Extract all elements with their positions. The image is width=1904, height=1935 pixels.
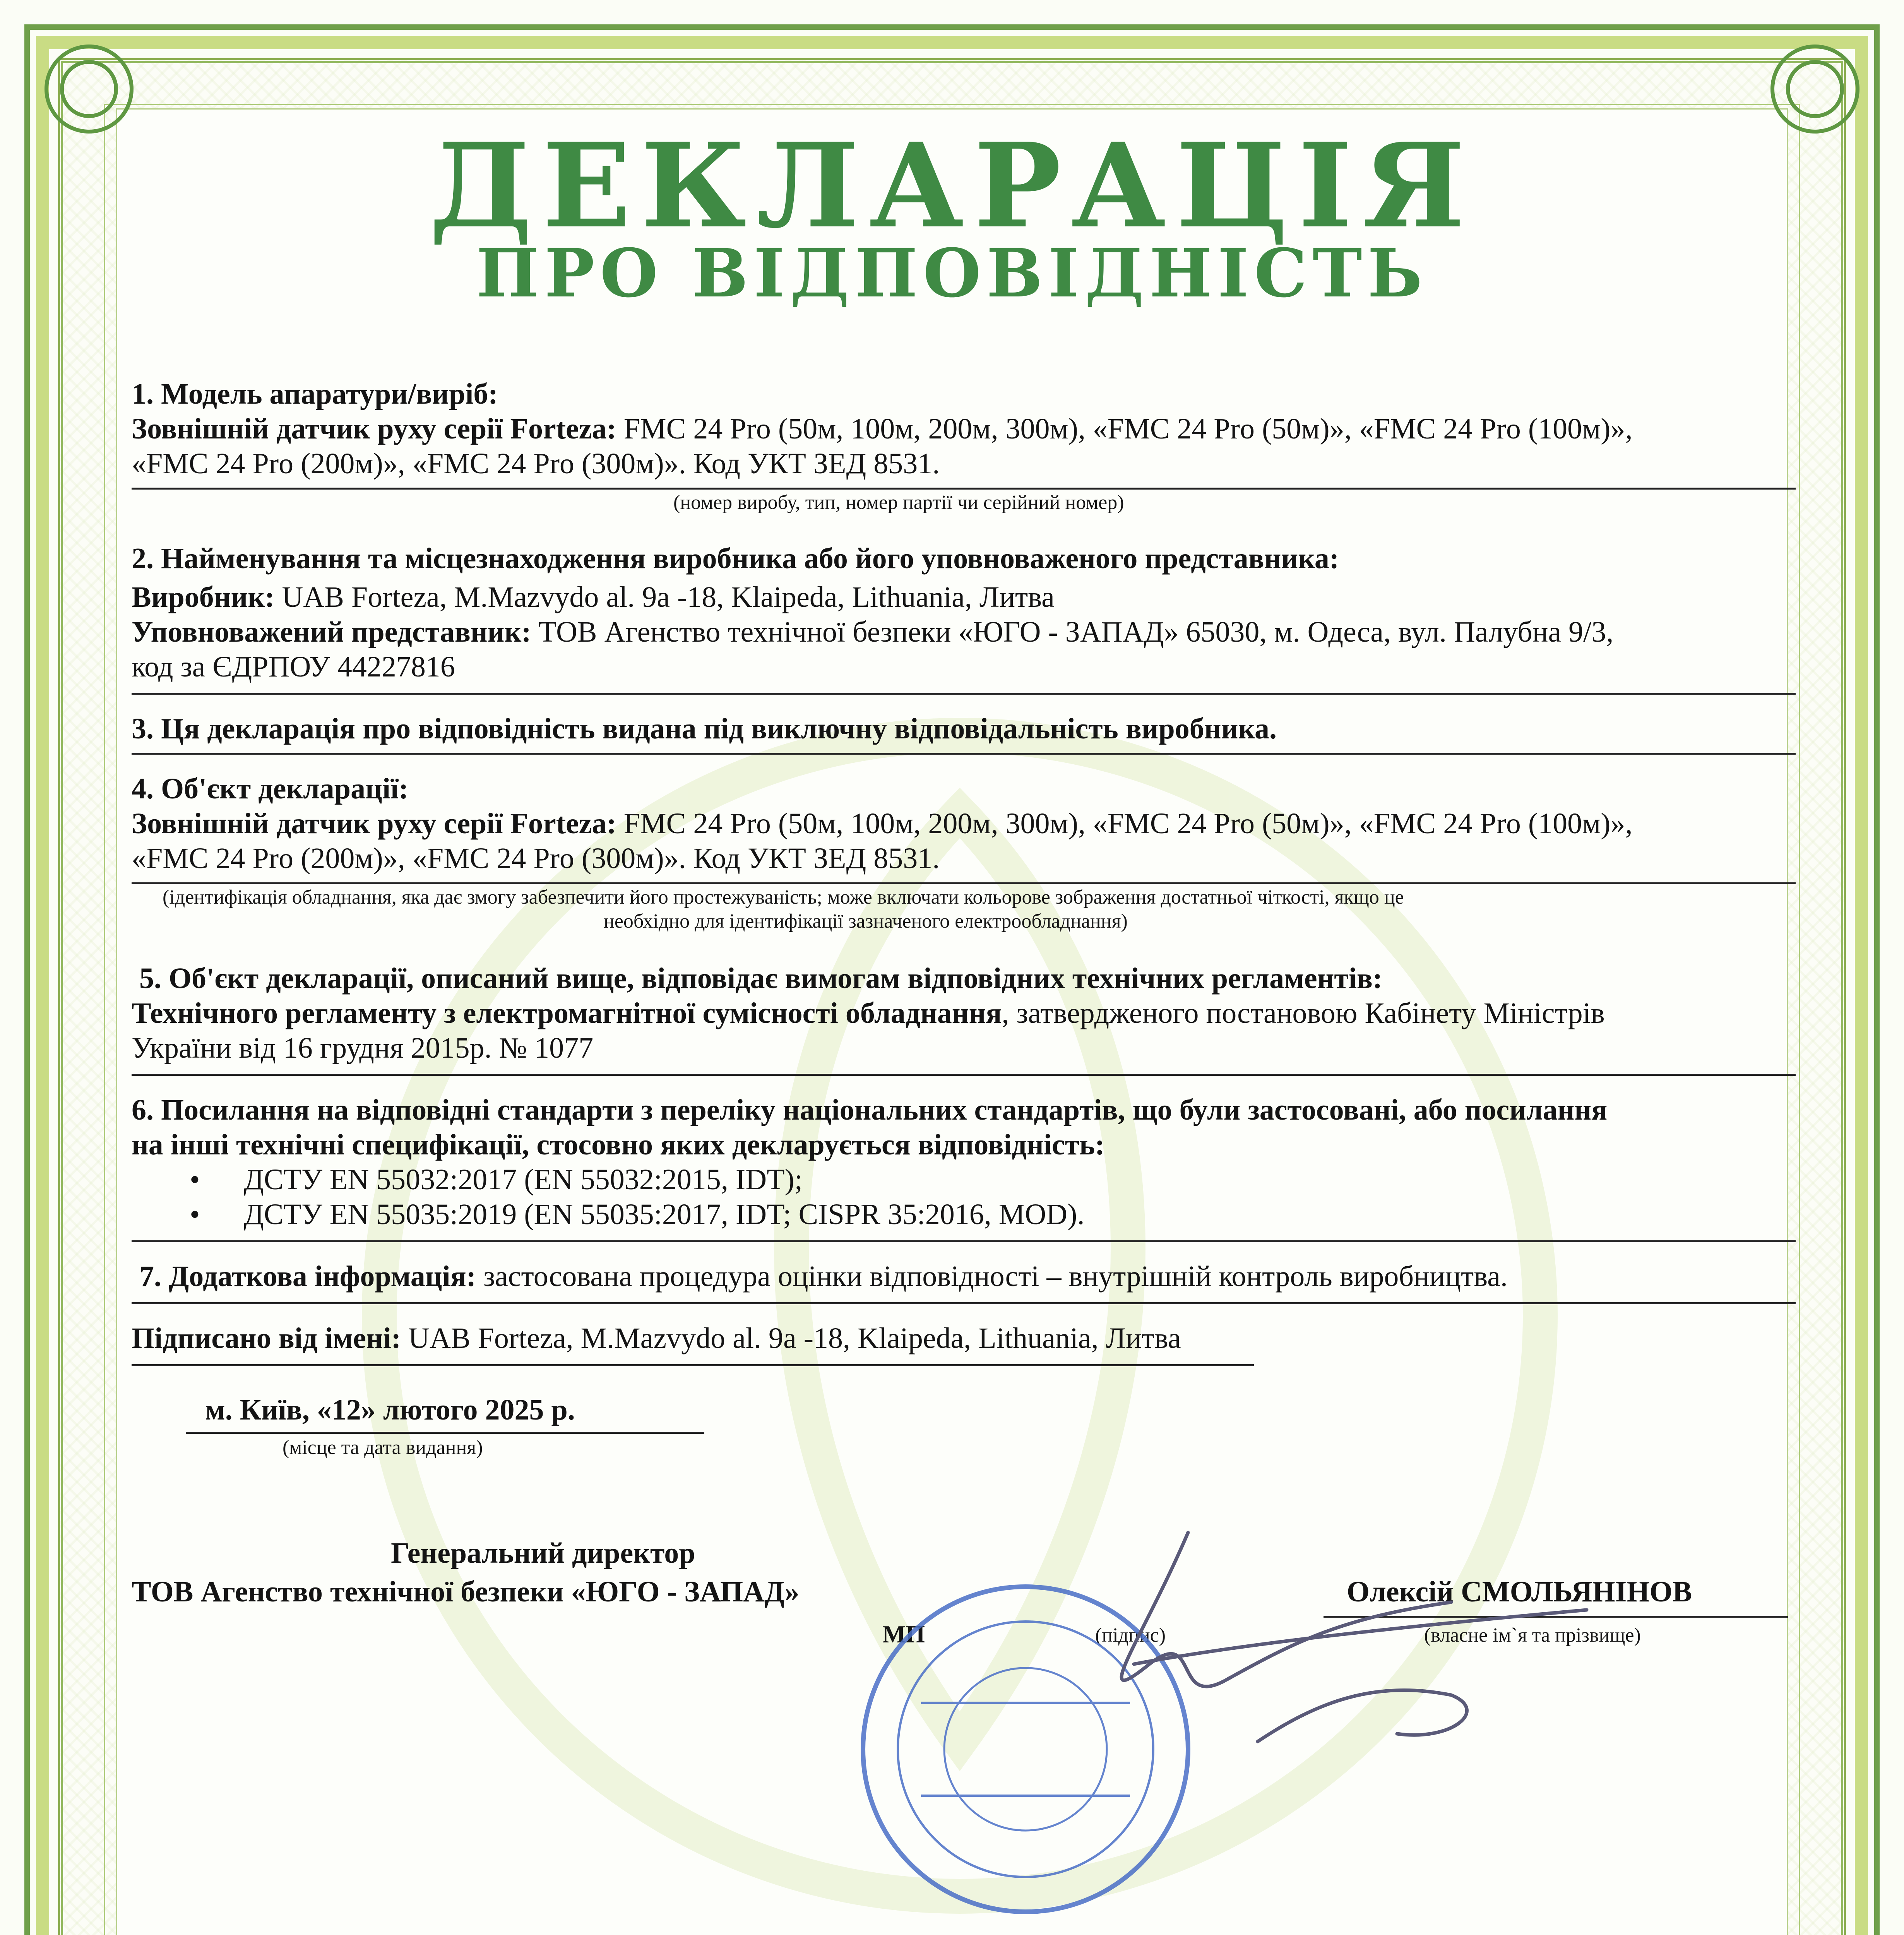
section7 bbox=[139, 1260, 1807, 1293]
divider bbox=[132, 882, 1796, 884]
section4-line2: «FMC 24 Pro (200м)», «FMC 24 Pro (300м)». Код УКТ ЗЕД 8531. bbox=[132, 842, 940, 875]
signed-on-behalf bbox=[132, 1322, 1800, 1355]
section2-rep-code: код за ЄДРПОУ 44227816 bbox=[132, 651, 455, 683]
standard-item: ДСТУ EN 55032:2017 (EN 55032:2015, IDT); bbox=[244, 1163, 803, 1196]
section5-line1-rest: , затвердженого постановою Кабінету Міністрів bbox=[1002, 997, 1605, 1029]
page-subtitle: ПРО ВІДПОВІДНІСТЬ bbox=[476, 234, 1428, 312]
section6-heading1: 6. Посилання на відповідні стандарти з переліку національних стандартів, що були застосовані, або посилання bbox=[132, 1094, 1608, 1126]
section4-line1-rest: FMC 24 Pro (50м, 100м, 200м, 300м), «FMC 24 Pro (50м)», «FMC 24 Pro (100м)», bbox=[623, 807, 1633, 840]
section1-caption: (номер виробу, тип, номер партії чи серійний номер) bbox=[673, 491, 1124, 514]
section3-text: 3. Ця декларація про відповідність видана під виключну відповідальність виробника. bbox=[132, 712, 1277, 745]
signed-value: UAB Forteza, M.Mazvydo al. 9a -18, Klaipeda, Lithuania, Литва bbox=[408, 1322, 1181, 1354]
divider bbox=[132, 488, 1796, 490]
signature-1 bbox=[1122, 1533, 1587, 1742]
divider bbox=[132, 753, 1796, 755]
section1-line1-bold: Зовнішній датчик руху серії Forteza: bbox=[132, 413, 616, 445]
signed-label: Підписано від імені: bbox=[132, 1322, 401, 1354]
signature-caption: (підпис) bbox=[1095, 1624, 1166, 1646]
section2-heading: 2. Найменування та місцезнаходження виробника або його уповноваженого представника: bbox=[132, 542, 1339, 575]
section2-manufacturer bbox=[132, 580, 1800, 614]
section7-label: 7. Додаткова інформація: bbox=[139, 1260, 476, 1293]
section5-line1-bold: Технічного регламенту з електромагнітної сумісності обладнання bbox=[132, 997, 1002, 1029]
divider bbox=[132, 1302, 1796, 1304]
bullet: • bbox=[190, 1198, 200, 1231]
section4-caption2: необхідно для ідентифікації зазначеного електрообладнання) bbox=[604, 910, 1128, 932]
divider bbox=[186, 1432, 704, 1434]
signatory-position: Генеральний директор bbox=[391, 1537, 695, 1569]
bullet: • bbox=[190, 1163, 200, 1196]
signatory-company: ТОВ Агенство технічної безпеки «ЮГО - ЗАПАД» bbox=[132, 1575, 800, 1608]
divider bbox=[132, 1074, 1796, 1076]
section4-line1-bold: Зовнішній датчик руху серії Forteza: bbox=[132, 807, 616, 840]
signature-stamp-1 bbox=[793, 1463, 1800, 1927]
issue-place-date: м. Київ, «12» лютого 2025 р. bbox=[205, 1394, 575, 1426]
rep-label: Уповноважений представник: bbox=[132, 616, 531, 648]
section2-rep bbox=[132, 615, 1800, 649]
issue-caption: (місце та дата видання) bbox=[283, 1437, 483, 1459]
manufacturer-label: Виробник: bbox=[132, 581, 275, 613]
mp-label: МП bbox=[882, 1620, 925, 1648]
section1-line1-rest: FMC 24 Pro (50м, 100м, 200м, 300м), «FMC 24 Pro (50м)», «FMC 24 Pro (100м)», bbox=[623, 413, 1633, 445]
divider bbox=[132, 1364, 1254, 1366]
signatory-name: Олексій СМОЛЬЯНІНОВ bbox=[1347, 1575, 1692, 1608]
section1-line1 bbox=[132, 412, 1800, 445]
section5-line2: України від 16 грудня 2015р. № 1077 bbox=[132, 1032, 594, 1064]
standard-item: ДСТУ EN 55035:2019 (EN 55035:2017, IDT; CISPR 35:2016, MOD). bbox=[244, 1198, 1085, 1231]
divider bbox=[132, 1240, 1796, 1242]
page-title: ДЕКЛАРАЦІЯ bbox=[429, 117, 1475, 254]
section4-line1 bbox=[132, 807, 1800, 840]
section1-line2: «FMC 24 Pro (200м)», «FMC 24 Pro (300м)». Код УКТ ЗЕД 8531. bbox=[132, 447, 940, 480]
section7-value: застосована процедура оцінки відповідності – внутрішній контроль виробництва. bbox=[483, 1260, 1508, 1293]
name-caption: (власне ім`я та прізвище) bbox=[1424, 1624, 1641, 1646]
section6-heading2: на інші технічні специфікації, стосовно яких декларується відповідність: bbox=[132, 1128, 1105, 1161]
manufacturer-value: UAB Forteza, M.Mazvydo al. 9a -18, Klaipeda, Lithuania, Литва bbox=[282, 581, 1055, 613]
section5-heading: 5. Об'єкт декларації, описаний вище, відповідає вимогам відповідних технічних регламентів: bbox=[139, 962, 1383, 995]
section4-caption1: (ідентифікація обладнання, яка дає змогу забезпечити його простежуваність; може включати кольорове зображення достатньої чіткості, якщо це bbox=[163, 886, 1404, 908]
section4-heading: 4. Об'єкт декларації: bbox=[132, 772, 409, 805]
divider bbox=[132, 693, 1796, 695]
section5-line1 bbox=[132, 997, 1800, 1030]
rep-value: ТОВ Агенство технічної безпеки «ЮГО - ЗАПАД» 65030, м. Одеса, вул. Палубна 9/3, bbox=[538, 616, 1614, 648]
section1-heading: 1. Модель апаратури/виріб: bbox=[132, 378, 498, 410]
